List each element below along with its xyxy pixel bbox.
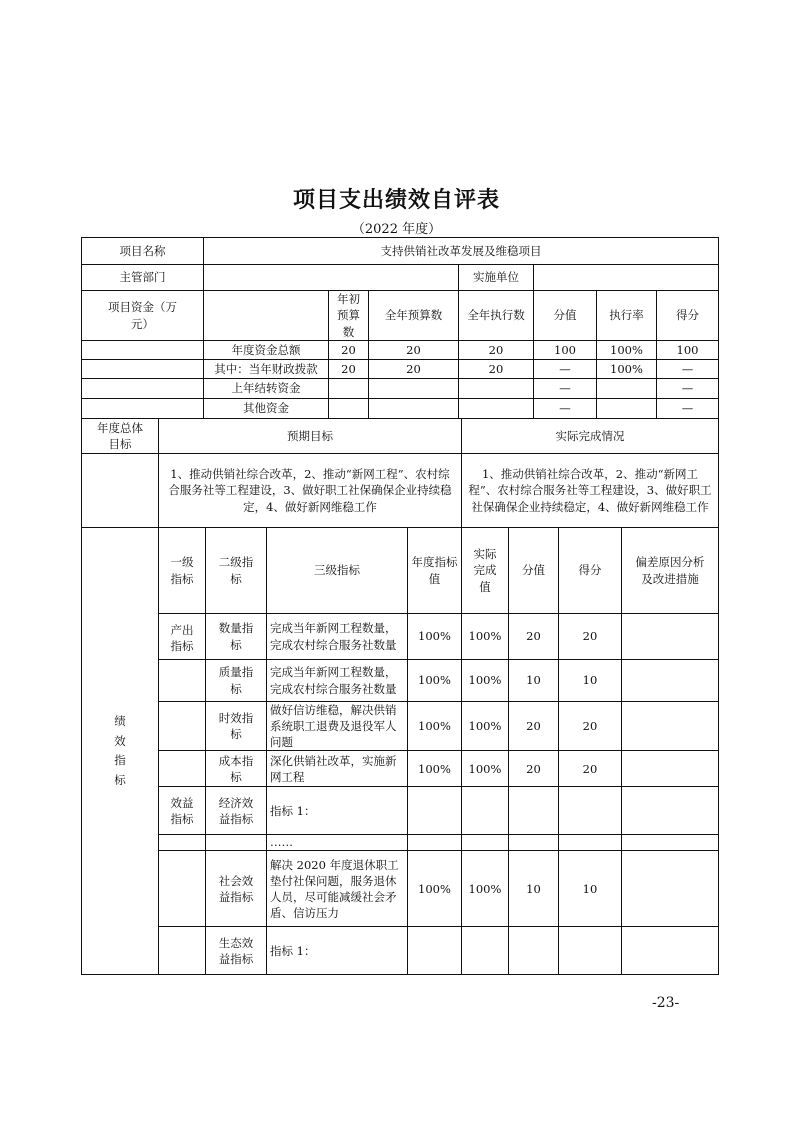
- level1-blank: [159, 660, 206, 702]
- level1-blank: [159, 927, 206, 975]
- level1-blank: [159, 835, 206, 851]
- indicator-level3: 完成当年新网工程数量，完成农村综合服务社数量: [267, 660, 408, 702]
- indicator-score: 20: [559, 702, 622, 751]
- project-name-label: 项目名称: [82, 238, 204, 265]
- indicator-target: 100%: [408, 614, 462, 660]
- expected-goal-text: 1、推动供销社综合改革，2、推动“新网工程”、农村综合服务社等工程建设，3、做好职工社保确保企业持续稳定，4、做好新网维稳工作: [159, 454, 462, 528]
- indicator-reason: [622, 702, 719, 751]
- indicator-actual: 100%: [462, 660, 509, 702]
- indicator-row: [82, 835, 719, 851]
- funds-row-exec: 20: [459, 360, 534, 379]
- indicator-value: 20: [509, 614, 559, 660]
- indicator-value: [509, 835, 559, 851]
- indicator-level3: 完成当年新网工程数量，完成农村综合服务社数量: [267, 614, 408, 660]
- document-title: 项目支出绩效自评表: [292, 187, 500, 213]
- unit-value: [534, 265, 719, 291]
- header-target: 年度指标值: [408, 528, 462, 614]
- indicator-value: 10: [509, 851, 559, 927]
- indicator-score: [559, 787, 622, 835]
- indicator-level2: 生态效益指标: [206, 927, 267, 975]
- document-subtitle: （2022 年度）: [351, 222, 442, 237]
- actual-goal-text: 1、推动供销社综合改革，2、推动“新网工程”、农村综合服务社等工程建设，3、做好职工社保确保企业持续稳定，4、做好新网维稳工作: [462, 454, 719, 528]
- funds-row-blank: [82, 399, 204, 419]
- indicator-actual: [462, 927, 509, 975]
- unit-label: 实施单位: [459, 265, 534, 291]
- indicator-actual: 100%: [462, 614, 509, 660]
- indicator-level3: 指标 1：: [267, 787, 408, 835]
- indicator-target: [408, 927, 462, 975]
- funds-row-label: 上年结转资金: [204, 379, 329, 399]
- col-score: 得分: [657, 291, 719, 341]
- indicator-reason: [622, 835, 719, 851]
- indicator-score: 10: [559, 660, 622, 702]
- funds-row: [82, 399, 719, 419]
- funds-row-score: —: [657, 360, 719, 379]
- funds-row: [82, 341, 719, 360]
- indicator-level2: 数量指标: [206, 614, 267, 660]
- indicator-target: 100%: [408, 751, 462, 787]
- indicator-reason: [622, 927, 719, 975]
- col-initial-budget: 年初预算数: [329, 291, 369, 341]
- indicator-target: 100%: [408, 660, 462, 702]
- header-actual: 实际完成值: [462, 528, 509, 614]
- funds-row-annual: [369, 379, 459, 399]
- funds-row-exec: 20: [459, 341, 534, 360]
- funds-row-score: —: [657, 399, 719, 419]
- perf-label: 绩效指标: [82, 528, 159, 975]
- indicator-level2: 时效指标: [206, 702, 267, 751]
- funds-row-value: 100: [534, 341, 597, 360]
- funds-row-score: —: [657, 379, 719, 399]
- indicator-reason: [622, 751, 719, 787]
- funds-row-initial: 20: [329, 360, 369, 379]
- indicator-level2: 成本指标: [206, 751, 267, 787]
- level1-output: 产出指标: [159, 614, 206, 660]
- level1-blank: [159, 751, 206, 787]
- level1-blank: [159, 702, 206, 751]
- indicator-actual: 100%: [462, 851, 509, 927]
- indicator-row: [82, 660, 719, 702]
- indicator-score: 10: [559, 851, 622, 927]
- indicator-level3: 深化供销社改革，实施新网工程: [267, 751, 408, 787]
- indicator-reason: [622, 851, 719, 927]
- indicator-row: [82, 927, 719, 975]
- indicator-actual: 100%: [462, 702, 509, 751]
- indicator-actual: 100%: [462, 751, 509, 787]
- indicator-row: [82, 851, 719, 927]
- indicator-level2: 社会效益指标: [206, 851, 267, 927]
- funds-row-initial: [329, 379, 369, 399]
- level1-blank: [159, 851, 206, 927]
- indicator-target: [408, 835, 462, 851]
- level1-benefit: 效益指标: [159, 787, 206, 835]
- header-level2: 二级指标: [206, 528, 267, 614]
- col-annual-exec: 全年执行数: [459, 291, 534, 341]
- indicator-level3: 指标 1：: [267, 927, 408, 975]
- indicator-level3: ……: [267, 835, 408, 851]
- goals-label: 年度总体目标: [82, 419, 159, 454]
- funds-row-initial: 20: [329, 341, 369, 360]
- funds-row: [82, 360, 719, 379]
- funds-label: 项目资金（万元）: [82, 291, 204, 341]
- page-number: -23-: [652, 995, 680, 1011]
- goals-blank: [82, 454, 159, 528]
- indicator-reason: [622, 787, 719, 835]
- col-exec-rate: 执行率: [597, 291, 657, 341]
- funds-row-score: 100: [657, 341, 719, 360]
- project-name-value: 支持供销社改革发展及维稳项目: [204, 238, 719, 265]
- indicator-reason: [622, 614, 719, 660]
- header-score: 得分: [559, 528, 622, 614]
- funds-row-value: —: [534, 379, 597, 399]
- indicator-level2: [206, 835, 267, 851]
- funds-row-rate: 100%: [597, 360, 657, 379]
- indicator-level2: 经济效益指标: [206, 787, 267, 835]
- indicator-value: 20: [509, 751, 559, 787]
- funds-blank: [204, 291, 329, 341]
- performance-table: [81, 418, 719, 975]
- project-info-table: [81, 237, 719, 419]
- indicator-score: [559, 835, 622, 851]
- actual-goal-header: 实际完成情况: [462, 419, 719, 454]
- funds-row-blank: [82, 379, 204, 399]
- col-annual-budget: 全年预算数: [369, 291, 459, 341]
- funds-row-rate: [597, 379, 657, 399]
- funds-row-initial: [329, 399, 369, 419]
- indicator-level2: 质量指标: [206, 660, 267, 702]
- header-level1: 一级指标: [159, 528, 206, 614]
- indicator-level3: 解决 2020 年度退休职工垫付社保问题，服务退休人员，尽可能减缓社会矛盾、信访压力: [267, 851, 408, 927]
- header-value: 分值: [509, 528, 559, 614]
- funds-row-annual: 20: [369, 341, 459, 360]
- funds-row-rate: 100%: [597, 341, 657, 360]
- indicator-value: [509, 927, 559, 975]
- indicator-score: [559, 927, 622, 975]
- indicator-target: 100%: [408, 851, 462, 927]
- funds-row-exec: [459, 379, 534, 399]
- funds-row: [82, 379, 719, 399]
- indicator-value: [509, 787, 559, 835]
- dept-value: [204, 265, 459, 291]
- indicator-level3: 做好信访维稳，解决供销系统职工退费及退役军人问题: [267, 702, 408, 751]
- indicator-score: 20: [559, 614, 622, 660]
- indicator-value: 10: [509, 660, 559, 702]
- indicator-actual: [462, 787, 509, 835]
- funds-row-label: 年度资金总额: [204, 341, 329, 360]
- indicator-reason: [622, 660, 719, 702]
- indicator-row: [82, 702, 719, 751]
- indicator-row: [82, 751, 719, 787]
- funds-row-exec: [459, 399, 534, 419]
- funds-row-value: —: [534, 399, 597, 419]
- indicator-score: 20: [559, 751, 622, 787]
- header-reason: 偏差原因分析及改进措施: [622, 528, 719, 614]
- funds-row-annual: [369, 399, 459, 419]
- indicator-value: 20: [509, 702, 559, 751]
- indicator-actual: [462, 835, 509, 851]
- indicator-row: [82, 787, 719, 835]
- indicator-target: 100%: [408, 702, 462, 751]
- funds-row-blank: [82, 360, 204, 379]
- funds-row-value: —: [534, 360, 597, 379]
- funds-row-blank: [82, 341, 204, 360]
- header-level3: 三级指标: [267, 528, 408, 614]
- expected-goal-header: 预期目标: [159, 419, 462, 454]
- funds-row-label: 其中：当年财政拨款: [204, 360, 329, 379]
- funds-row-annual: 20: [369, 360, 459, 379]
- col-score-value: 分值: [534, 291, 597, 341]
- dept-label: 主管部门: [82, 265, 204, 291]
- funds-row-rate: [597, 399, 657, 419]
- funds-row-label: 其他资金: [204, 399, 329, 419]
- indicator-target: [408, 787, 462, 835]
- indicator-row: [82, 614, 719, 660]
